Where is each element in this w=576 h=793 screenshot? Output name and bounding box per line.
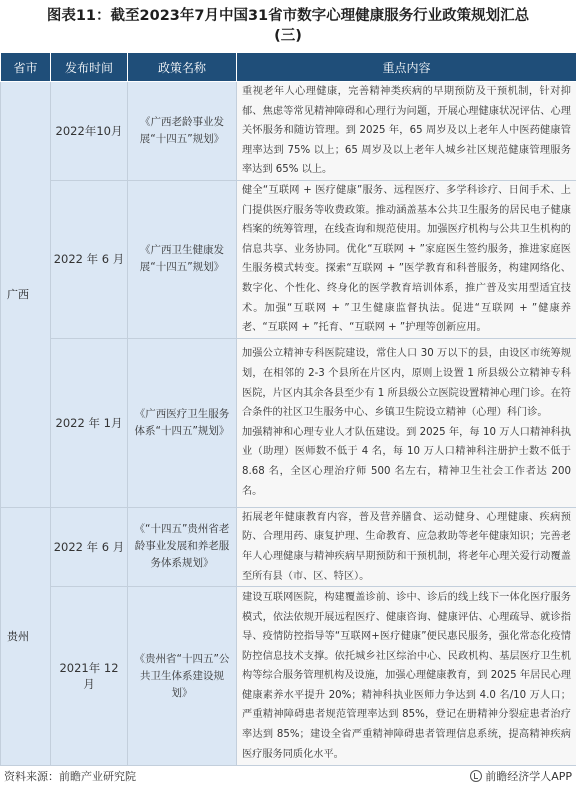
header-policy: 政策名称 <box>128 53 237 82</box>
policy-name-cell: 《广西卫生健康发展“十四五”规划》 <box>128 180 237 338</box>
content-cell: 健全“互联网 + 医疗健康”服务、远程医疗、多学科诊疗、日间手术、上门提供医疗服务等收费政策。推动涵盖基本公共卫生服务的居民电子健康档案的统筹管理，在线查询和规范使用。加强医疗机构与公共卫生机构的信息共享、业务协同。优化“互联网 + ”家庭医生签约服务，推进家庭医生服务模式转变。探索“互联网 + ”医学教育和科普服务，构建网络化、数字化、个性化、终身化的医学教育培训体系，推广普及实用型适宜技术。加强“互联网 + ”卫生健康监督执法。促进“互联网 + ”健康养老、“互联网 + ”托育、“互联网 + ”护理等创新应用。 <box>237 180 576 338</box>
province-cell: 广西 <box>1 82 51 508</box>
source-note: 资料来源：前瞻产业研究院 <box>4 770 136 783</box>
date-cell: 2022年10月 <box>51 82 128 181</box>
brand-footer <box>470 768 572 784</box>
table-header-row <box>1 53 576 82</box>
table-row <box>1 507 576 586</box>
content-cell: 加强公立精神专科医院建设，常住人口 30 万以下的县，由设区市统筹规划，在相邻的 2-3 个县所在片区内，原则上设置 1 所县级公立精神专科医院，片区内其余各县至少有 1 所县级公立医院设置精神心理门诊。在符合条件的社区卫生服务中心、乡镇卫生院设立精神（心理）科门诊。 加强精神和心理专业人才队伍建设。到 2025 年，每 10 万人口精神科执业（助理）医师数不低于 4 名，每 10 万人口精神科注册护士数不低于 8.68 名，全区心理治疗师 500 名左右，精神卫生社会工作者达 200 名。 <box>237 338 576 507</box>
header-date: 发布时间 <box>51 53 128 82</box>
date-cell: 2022 年 6 月 <box>51 507 128 586</box>
date-cell: 2021年 12 月 <box>51 587 128 766</box>
table-row <box>1 82 576 181</box>
header-province: 省市 <box>1 53 51 82</box>
brand-label: 前瞻经济学人APP <box>485 770 572 783</box>
header-content: 重点内容 <box>237 53 576 82</box>
table-row <box>1 180 576 338</box>
page-title <box>0 6 576 46</box>
policy-name-cell: 《贵州省“十四五”公共卫生体系建设规划》 <box>128 587 237 766</box>
policy-name-cell: 《“十四五”贵州省老龄事业发展和养老服务体系规划》 <box>128 507 237 586</box>
date-cell: 2022 年 6 月 <box>51 180 128 338</box>
policy-name-cell: 《广西老龄事业发展“十四五”规划》 <box>128 82 237 181</box>
title-line-1: 图表11：截至2023年7月中国31省市数字心理健康服务行业政策规划汇总 <box>46 8 530 24</box>
content-cell: 拓展老年健康教育内容，普及营养膳食、运动健身、心理健康、疾病预防、合理用药、康复护理、生命教育、应急救助等老年健康知识；完善老年人心理健康与精神疾病早期预防和干预机制，将老年心理关爱行动覆盖至所有县（市、区、特区）。 <box>237 507 576 586</box>
date-cell: 2022 年 1月 <box>51 338 128 507</box>
policy-name-cell: 《广西医疗卫生服务体系“十四五”规划》 <box>128 338 237 507</box>
title-line-2: (三) <box>274 28 302 44</box>
table-row <box>1 338 576 507</box>
content-cell: 重视老年人心理健康，完善精神类疾病的早期预防及干预机制，针对抑郁、焦虑等常见精神障碍和心理行为问题，开展心理健康状况评估、心理关怀服务和随访管理。到 2025 年，65 周岁及以上老年人中医药健康管理率达到 75% 以上；65 周岁及以上老年人城乡社区规范健康管理服务率达到 65% 以上。 <box>237 82 576 181</box>
policy-table <box>0 52 576 766</box>
brand-logo-icon <box>470 770 482 782</box>
content-cell: 建设互联网医院，构建覆盖诊前、诊中、诊后的线上线下一体化医疗服务模式，依法依规开展远程医疗、健康咨询、健康评估、心理疏导、就诊指导、疫情防控指导等“互联网+医疗健康”便民惠民服务，强化常态化疫情防控信息技术支撑。依托城乡社区综治中心、民政机构、基层医疗卫生机构等综合服务管理机构及设施，加强心理健康教育，到 2025 年居民心理健康素养水平提升 20%；精神科执业医师力争达到 4.0 名/10 万人口；严重精神障碍患者规范管理率达到 85%，登记在册精神分裂症患者治疗率达到 85%；建设全省严重精神障碍患者管理信息系统，提高精神疾病医疗服务同质化水平。 <box>237 587 576 766</box>
province-cell: 贵州 <box>1 507 51 765</box>
table-row <box>1 587 576 766</box>
